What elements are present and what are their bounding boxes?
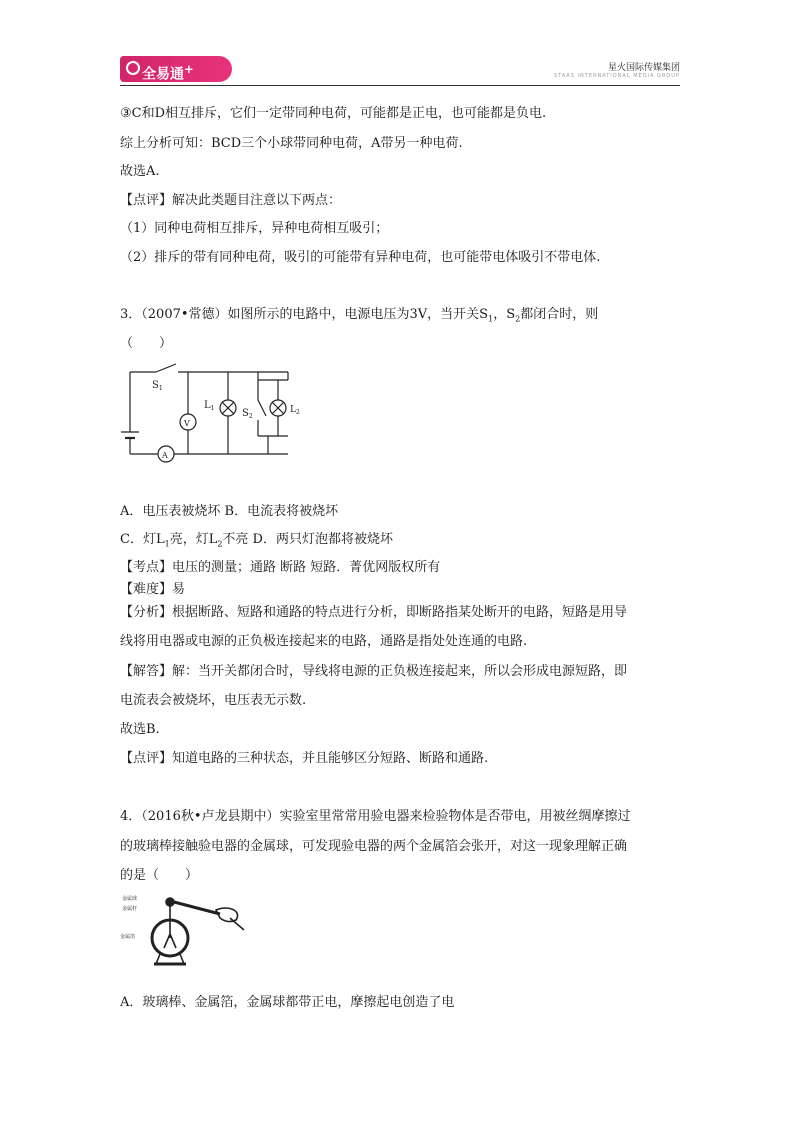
question-4-stem: 的是（ ）	[120, 868, 199, 883]
hand-icon	[216, 908, 238, 922]
option-a-b: A．电压表被烧坏 B．电流表将被烧坏	[120, 504, 339, 519]
switch-s2-blade	[258, 400, 266, 416]
brand	[554, 60, 680, 79]
logo-icon	[126, 61, 140, 75]
switch-s1-blade	[156, 364, 176, 372]
metal-foil	[164, 934, 170, 948]
text-line: 综上分析可知：BCD三个小球带同种电荷，A带另一种电荷.	[120, 136, 463, 151]
question-3-blank: （ ）	[120, 336, 173, 351]
ball-label: 金属球	[122, 896, 138, 902]
foil-label: 金属箔	[120, 934, 136, 940]
voltmeter-label: V	[184, 419, 190, 428]
question-3-stem: 3．（2007•常德）如图所示的电路中，电源电压为3V，当开关$S_1$，$S_2$都闭合时，则	[120, 307, 599, 324]
text-line: 故选A.	[120, 164, 160, 179]
solution-line: 电流表会被烧坏，电压表无示数.	[120, 693, 307, 708]
brand-subtitle: STARS INTERNATIONAL MEDIA GROUP	[554, 73, 680, 79]
brand-name: 星火国际传媒集团	[607, 63, 680, 73]
text-line: ③C和D相互排斥，它们一定带同种电荷，可能都是正电，也可能都是负电.	[120, 106, 547, 121]
electroscope-diagram	[120, 890, 250, 970]
logo	[120, 56, 232, 82]
option-c-d: C．灯$L_1$亮，灯$L_2$不亮 D．两只灯泡都将被烧坏	[120, 532, 393, 549]
ammeter-label: A	[162, 451, 168, 460]
header-divider	[120, 85, 680, 86]
question-4-stem: 4．（2016秋•卢龙县期中）实验室里常常用验电器来检验物体是否带电，用被丝绸摩擦过	[120, 809, 631, 824]
metal-foil	[170, 934, 176, 948]
metal-ball-icon	[166, 898, 174, 906]
question-4-stem: 的玻璃棒接触验电器的金属球，可发现验电器的两个金属箔会张开，对这一现象理解正确	[120, 839, 628, 854]
knowledge-point: 【考点】电压的测量；通路 断路 短路．菁优网版权所有	[120, 560, 441, 575]
analysis-line: 线将用电器或电源的正负极连接起来的电路，通路是指处处连通的电路.	[120, 634, 528, 649]
comment-line: 【点评】知道电路的三种状态，并且能够区分短路、断路和通路.	[120, 751, 489, 766]
logo-text: 全易通	[142, 66, 184, 83]
comment-heading: 【点评】解决此类题目注意以下两点：	[120, 193, 342, 208]
glass-rod	[174, 902, 220, 914]
answer-line: 故选B.	[120, 722, 160, 737]
text-line: （1）同种电荷相互排斥，异种电荷相互吸引；	[120, 221, 389, 236]
analysis-line: 【分析】根据断路、短路和通路的特点进行分析，即断路指某处断开的电路，短路是用导	[120, 605, 628, 620]
rod-label: 金属杆	[122, 906, 138, 912]
logo-plus: +	[184, 62, 194, 76]
difficulty: 【难度】易	[120, 582, 186, 597]
solution-line: 【解答】解：当开关都闭合时，导线将电源的正负极连接起来，所以会形成电源短路，即	[120, 664, 628, 679]
lamp-l1-label: $L_1$	[204, 400, 215, 412]
switch-s2-label: $S_2$	[242, 408, 253, 420]
text-line: （2）排斥的带有同种电荷，吸引的可能带有异种电荷，也可能带电体吸引不带电体.	[120, 250, 601, 265]
circuit-diagram	[118, 358, 298, 468]
switch-s1-label: $S_1$	[152, 380, 163, 392]
page-header	[120, 56, 680, 86]
question-4-option-a: A．玻璃棒、金属箔，金属球都带正电，摩擦起电创造了电	[120, 995, 455, 1010]
lamp-l2-label: $L_2$	[290, 405, 300, 416]
